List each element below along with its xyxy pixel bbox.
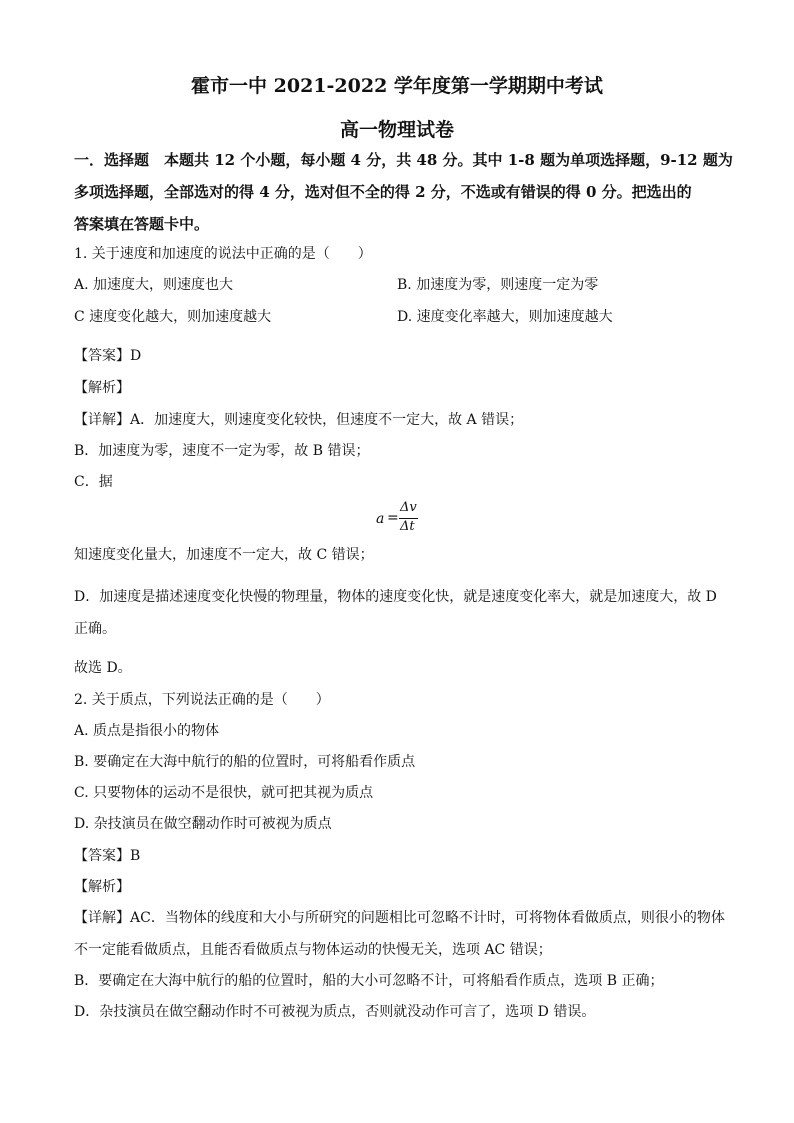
q2-option-d: D. 杂技演员在做空翻动作时可被视为质点 — [74, 816, 332, 832]
formula-equals: = — [387, 510, 399, 526]
formula-numerator: Δv — [400, 500, 417, 515]
q1-detail-1: 【详解】A．加速度大，则速度变化较快，但速度不一定大，故 A 错误； — [74, 412, 524, 428]
q1-option-a: A. 加速度大，则速度也大 — [74, 277, 234, 293]
exam-title: 霍市一中 2021-2022 学年度第一学期期中考试 — [191, 75, 603, 97]
q1-detail-5: D．加速度是描述速度变化快慢的物理量，物体的速度变化快，就是速度变化率大，就是加速度大，故 D — [74, 589, 717, 605]
q2-answer: 【答案】B — [74, 848, 141, 864]
q2-detail-2: 不一定能看做质点，且能否看做质点与物体运动的快慢无关，选项 AC 错误； — [74, 942, 552, 958]
q2-option-b: B. 要确定在大海中航行的船的位置时，可将船看作质点 — [74, 754, 416, 770]
q2-detail-1: 【详解】AC．当物体的线度和大小与所研究的问题相比可忽略不计时，可将物体看做质点，则很小的物体 — [74, 910, 725, 926]
section-instruction-line-1: 一．选择题 本题共 12 个小题，每小题 4 分，共 48 分。其中 1-8 题为单项选择题，9-12 题为 — [74, 151, 733, 169]
q1-analysis-heading: 【解析】 — [74, 380, 130, 396]
q1-option-d: D. 速度变化率越大，则加速度越大 — [397, 309, 613, 325]
q1-stem: 1. 关于速度和加速度的说法中正确的是（ ） — [74, 246, 372, 262]
q2-detail-4: D．杂技演员在做空翻动作时不可被视为质点，否则就没动作可言了，选项 D 错误。 — [74, 1004, 596, 1020]
exam-subtitle: 高一物理试卷 — [339, 119, 454, 141]
q1-option-c: C 速度变化越大，则加速度越大 — [74, 309, 272, 325]
q1-detail-2: B．加速度为零，速度不一定为零，故 B 错误； — [74, 443, 370, 459]
q2-stem: 2. 关于质点，下列说法正确的是（ ） — [74, 692, 330, 708]
q1-answer: 【答案】D — [74, 348, 142, 364]
q2-option-c: C. 只要物体的运动不是很快，就可把其视为质点 — [74, 785, 374, 801]
q1-detail-6: 正确。 — [74, 621, 116, 637]
formula-lhs: a — [376, 511, 385, 527]
section-instruction-line-3: 答案填在答题卡中。 — [74, 215, 210, 233]
q2-option-a: A. 质点是指很小的物体 — [74, 723, 220, 739]
q1-detail-4: 知速度变化量大，加速度不一定大，故 C 错误； — [74, 547, 374, 563]
q2-detail-3: B．要确定在大海中航行的船的位置时，船的大小可忽略不计，可将船看作质点，选项 B 正确； — [74, 973, 664, 989]
formula-denominator: Δt — [400, 519, 415, 534]
q1-option-b: B. 加速度为零，则速度一定为零 — [397, 277, 599, 293]
q1-conclusion: 故选 D。 — [74, 660, 132, 676]
section-instruction-line-2: 多项选择题，全部选对的得 4 分，选对但不全的得 2 分，不选或有错误的得 0 分。把选出的 — [74, 183, 692, 201]
q1-detail-3: C．据 — [74, 474, 113, 490]
q2-analysis-heading: 【解析】 — [74, 879, 130, 895]
